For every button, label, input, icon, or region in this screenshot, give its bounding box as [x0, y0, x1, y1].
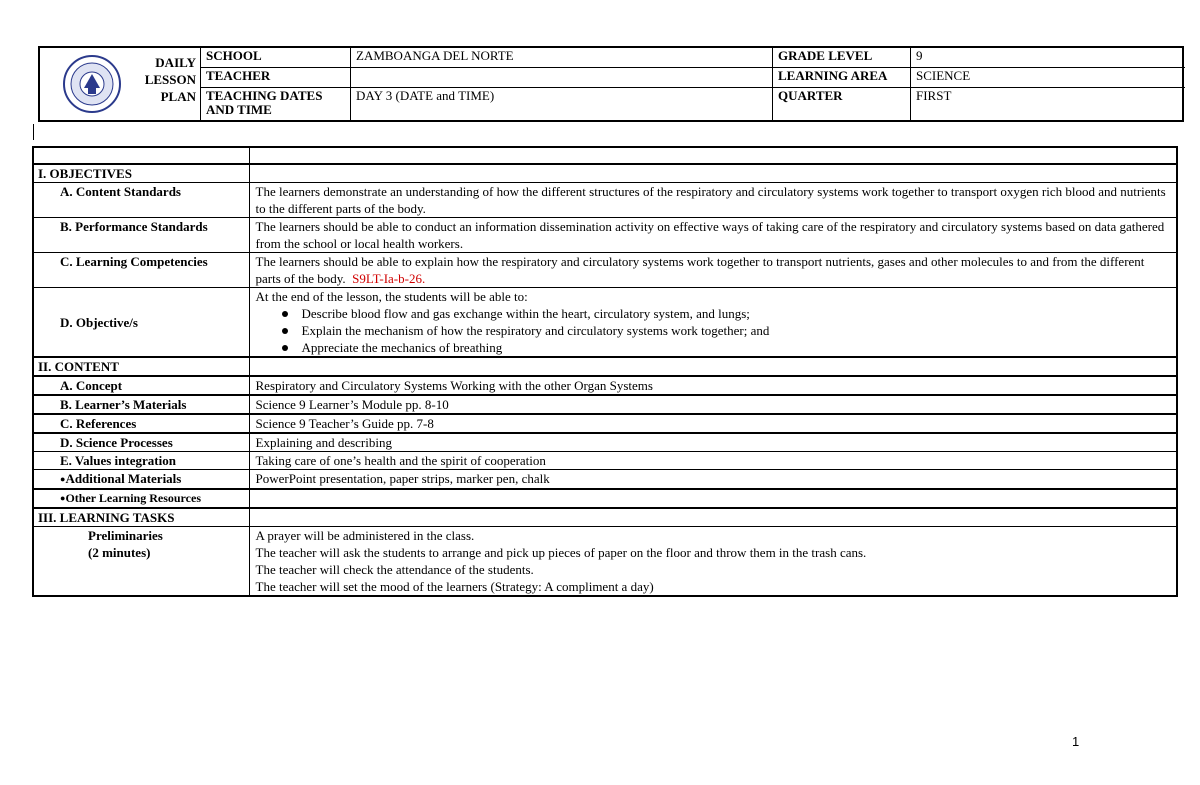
references-text: Science 9 Teacher’s Guide pp. 7-8 — [249, 414, 1177, 433]
objectives-label: D. Objective/s — [33, 288, 249, 358]
science-processes-label: D. Science Processes — [33, 433, 249, 452]
objectives-heading: I. OBJECTIVES — [33, 164, 249, 183]
dates-label-line: AND TIME — [206, 101, 272, 117]
learners-materials-label: B. Learner’s Materials — [33, 395, 249, 414]
preliminaries-cell — [33, 527, 249, 597]
competency-code: S9LT-Ia-b-26. — [352, 271, 426, 286]
objective-item: Appreciate the mechanics of breathing — [302, 339, 1171, 356]
blank-cell — [249, 357, 1177, 376]
blank-cell — [33, 147, 249, 164]
additional-materials-cell — [33, 470, 249, 490]
content-standards-label: A. Content Standards — [33, 183, 249, 218]
objectives-list — [256, 305, 1171, 356]
content-standards-text: The learners demonstrate an understanding of how the different structures of the respiratory and circulatory systems work together to transport oxygen rich blood and nutrients to the different parts of the body. — [249, 183, 1177, 218]
additional-materials-label: Additional Materials — [65, 471, 182, 486]
text-cursor — [33, 124, 34, 140]
concept-label: A. Concept — [33, 376, 249, 395]
performance-standards-label: B. Performance Standards — [33, 218, 249, 253]
deped-seal-icon — [62, 54, 122, 114]
content-heading: II. CONTENT — [33, 357, 249, 376]
objectives-intro: At the end of the lesson, the students will be able to: — [255, 289, 528, 304]
blank-cell — [249, 164, 1177, 183]
teacher-label: TEACHER — [201, 67, 351, 87]
science-processes-text: Explaining and describing — [249, 433, 1177, 452]
objectives-cell — [249, 288, 1177, 358]
preliminaries-line: The teacher will set the mood of the learners (Strategy: A compliment a day) — [255, 579, 654, 594]
learners-materials-text: Science 9 Learner’s Module pp. 8-10 — [249, 395, 1177, 414]
values-integration-text: Taking care of one’s health and the spirit of cooperation — [249, 452, 1177, 470]
school-label: SCHOOL — [201, 48, 351, 67]
dates-label-line: TEACHING DATES — [206, 87, 323, 103]
grade-label: GRADE LEVEL — [773, 48, 911, 67]
grade-value: 9 — [911, 48, 1185, 67]
concept-text: Respiratory and Circulatory Systems Working with the other Organ Systems — [249, 376, 1177, 395]
preliminaries-line: The teacher will ask the students to arrange and pick up pieces of paper on the floor and throw them in the trash cans. — [255, 545, 867, 560]
performance-standards-text: The learners should be able to conduct an information dissemination activity on effective ways of taking care of the respiratory and circulatory systems based on data gathered from the school or local health workers. — [249, 218, 1177, 253]
references-label: C. References — [33, 414, 249, 433]
preliminaries-label: Preliminaries — [88, 528, 163, 543]
preliminaries-text — [249, 527, 1177, 597]
dates-label — [201, 87, 351, 120]
school-value: ZAMBOANGA DEL NORTE — [351, 48, 773, 67]
preliminaries-line: The teacher will check the attendance of the students. — [255, 562, 534, 577]
dlp-line: PLAN — [160, 89, 196, 104]
dlp-title — [140, 54, 196, 105]
dlp-line: DAILY — [155, 55, 196, 70]
learning-tasks-heading: III. LEARNING TASKS — [33, 508, 249, 527]
objective-item: Describe blood flow and gas exchange within the heart, circulatory system, and lungs; — [302, 305, 1171, 322]
area-label: LEARNING AREA — [773, 67, 911, 87]
page-number: 1 — [1072, 734, 1080, 749]
preliminaries-time: (2 minutes) — [88, 545, 151, 560]
objective-item: Explain the mechanism of how the respiratory and circulatory systems work together; and — [302, 322, 1171, 339]
other-resources-text — [249, 489, 1177, 508]
additional-materials-text: PowerPoint presentation, paper strips, marker pen, chalk — [249, 470, 1177, 490]
preliminaries-line: A prayer will be administered in the class. — [255, 528, 475, 543]
dlp-header — [38, 46, 1184, 122]
other-resources-label: Other Learning Resources — [65, 491, 201, 505]
learning-competencies-text: The learners should be able to explain how the respiratory and circulatory systems work together to transport nutrients, gases and other molecules to and from the different parts of the body. — [255, 254, 1145, 286]
header-table — [200, 48, 1185, 120]
learning-competencies-cell — [249, 253, 1177, 288]
other-resources-cell — [33, 489, 249, 508]
dlp-line: LESSON — [144, 72, 196, 87]
values-integration-label: E. Values integration — [33, 452, 249, 470]
dates-value: DAY 3 (DATE and TIME) — [351, 87, 773, 120]
quarter-label: QUARTER — [773, 87, 911, 120]
area-value: SCIENCE — [911, 67, 1185, 87]
blank-cell — [249, 147, 1177, 164]
blank-cell — [249, 508, 1177, 527]
teacher-value — [351, 67, 773, 87]
learning-competencies-label: C. Learning Competencies — [33, 253, 249, 288]
quarter-value: FIRST — [911, 87, 1185, 120]
lesson-plan-table — [32, 146, 1178, 597]
